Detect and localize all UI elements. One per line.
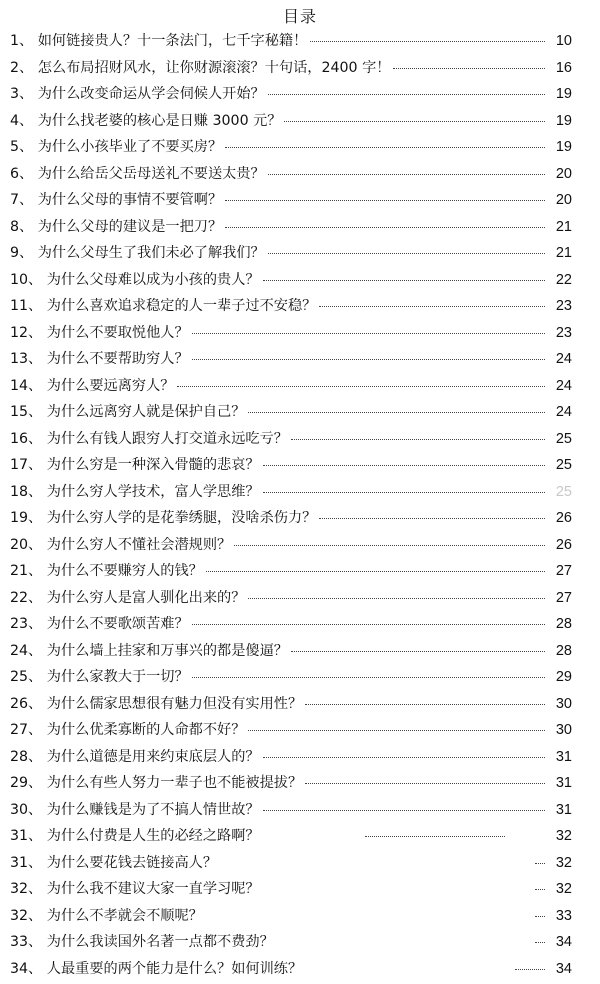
toc-entry-text: 2、 怎么布局招财风水，让你财源滚滚？十句话，2400 字！	[10, 57, 390, 77]
toc-entry[interactable]	[10, 534, 572, 561]
toc-entry[interactable]	[10, 57, 572, 84]
toc-entry-page: 23	[548, 298, 572, 314]
toc-entry[interactable]	[10, 613, 572, 640]
toc-entry-text: 4、 为什么找老婆的核心是日赚 3000 元？	[10, 110, 281, 130]
toc-entry-page: 24	[548, 404, 572, 420]
toc-entry-text: 21、 为什么不要赚穷人的钱？	[10, 560, 203, 580]
toc-dot-leader	[225, 147, 545, 148]
toc-entry-text: 33、 为什么我读国外名著一点都不费劲？	[10, 931, 274, 951]
toc-entry[interactable]	[10, 746, 572, 773]
toc-entry-text: 17、 为什么穷是一种深入骨髓的悲哀？	[10, 454, 260, 474]
toc-dot-leader	[248, 412, 545, 413]
toc-entry-text: 14、 为什么要远离穷人？	[10, 375, 174, 395]
toc-entry-text: 16、 为什么有钱人跟穷人打交道永远吃亏？	[10, 428, 288, 448]
toc-entry-page: 24	[548, 351, 572, 367]
toc-entry[interactable]	[10, 481, 572, 508]
toc-entry-text: 26、 为什么儒家思想很有魅力但没有实用性？	[10, 693, 302, 713]
toc-entry[interactable]	[10, 640, 572, 667]
toc-dot-leader	[263, 757, 545, 758]
toc-entry-page: 16	[548, 60, 572, 76]
toc-entry-page: 19	[548, 86, 572, 102]
toc-entry[interactable]	[10, 83, 572, 110]
toc-dot-leader	[291, 439, 545, 440]
toc-entry-text: 10、 为什么父母难以成为小孩的贵人？	[10, 269, 260, 289]
toc-dot-leader	[263, 492, 545, 493]
toc-entry-text: 32、 为什么不孝就会不顺呢？	[10, 905, 203, 925]
toc-dot-leader	[177, 386, 545, 387]
toc-entry[interactable]	[10, 110, 572, 137]
toc-entry-text: 9、 为什么父母生了我们未必了解我们？	[10, 242, 265, 262]
toc-entry-page: 34	[548, 961, 572, 977]
toc-dot-leader	[192, 333, 545, 334]
toc-dot-leader	[234, 545, 545, 546]
toc-dot-leader	[268, 253, 545, 254]
toc-entry[interactable]	[10, 560, 572, 587]
toc-entry[interactable]	[10, 454, 572, 481]
toc-entry-text: 7、 为什么父母的事情不要管啊？	[10, 189, 222, 209]
toc-entry[interactable]	[10, 163, 572, 190]
toc-entry-page: 31	[548, 802, 572, 818]
toc-entry-page: 32	[548, 881, 572, 897]
toc-entry-page: 26	[548, 537, 572, 553]
toc-entry-page: 27	[548, 563, 572, 579]
toc-entry[interactable]	[10, 428, 572, 455]
toc-entry[interactable]	[10, 322, 572, 349]
toc-list	[10, 30, 572, 984]
toc-entry-text: 15、 为什么远离穷人就是保护自己？	[10, 401, 245, 421]
toc-entry[interactable]	[10, 375, 572, 402]
toc-dot-leader	[225, 227, 545, 228]
toc-dot-leader	[319, 306, 545, 307]
toc-entry[interactable]	[10, 719, 572, 746]
toc-dot-leader	[263, 810, 545, 811]
toc-entry-text: 22、 为什么穷人是富人驯化出来的？	[10, 587, 245, 607]
toc-entry-page: 23	[548, 325, 572, 341]
toc-entry-page: 33	[548, 908, 572, 924]
toc-entry-page: 28	[548, 643, 572, 659]
toc-entry[interactable]	[10, 136, 572, 163]
toc-entry-text: 19、 为什么穷人学的是花拳绣腿，没啥杀伤力？	[10, 507, 316, 527]
toc-entry[interactable]	[10, 269, 572, 296]
toc-dot-leader	[263, 280, 545, 281]
toc-dot-leader	[305, 783, 545, 784]
toc-entry-page: 10	[548, 33, 572, 49]
toc-entry[interactable]	[10, 587, 572, 614]
toc-entry-page: 25	[548, 484, 572, 500]
toc-entry-page: 25	[548, 431, 572, 447]
toc-entry-text: 1、 如何链接贵人？十一条法门，七千字秘籍！	[10, 30, 307, 50]
toc-entry-text: 18、 为什么穷人学技术，富人学思维？	[10, 481, 260, 501]
toc-entry-text: 13、 为什么不要帮助穷人？	[10, 348, 189, 368]
toc-entry-text: 31、 为什么要花钱去链接高人？	[10, 852, 217, 872]
toc-entry-page: 22	[548, 272, 572, 288]
toc-entry[interactable]	[10, 666, 572, 693]
toc-entry-text: 11、 为什么喜欢追求稳定的人一辈子过不安稳？	[10, 295, 316, 315]
toc-dot-leader	[268, 94, 545, 95]
toc-entry-page: 21	[548, 219, 572, 235]
toc-entry[interactable]	[10, 401, 572, 428]
toc-dot-leader	[393, 68, 545, 69]
toc-entry-page: 32	[548, 828, 572, 844]
toc-entry-page: 31	[548, 775, 572, 791]
toc-entry-text: 24、 为什么墙上挂家和万事兴的都是傻逼？	[10, 640, 288, 660]
toc-entry-page: 26	[548, 510, 572, 526]
toc-dot-leader	[192, 677, 545, 678]
toc-dot-leader	[263, 465, 545, 466]
toc-entry-text: 28、 为什么道德是用来约束底层人的？	[10, 746, 260, 766]
toc-entry-text: 20、 为什么穷人不懂社会潜规则？	[10, 534, 231, 554]
toc-entry-text: 6、 为什么给岳父岳母送礼不要送太贵？	[10, 163, 265, 183]
toc-entry[interactable]	[10, 878, 572, 905]
toc-entry[interactable]	[10, 295, 572, 322]
toc-entry-page: 30	[548, 696, 572, 712]
toc-entry[interactable]	[10, 242, 572, 269]
toc-entry-page: 20	[548, 166, 572, 182]
toc-entry-text: 3、 为什么改变命运从学会伺候人开始？	[10, 83, 265, 103]
toc-entry[interactable]	[10, 958, 572, 984]
toc-entry[interactable]	[10, 216, 572, 243]
toc-dot-leader	[305, 704, 545, 705]
toc-dot-leader	[268, 174, 545, 175]
toc-entry[interactable]	[10, 189, 572, 216]
toc-entry-page: 30	[548, 722, 572, 738]
toc-entry-page: 21	[548, 245, 572, 261]
toc-dot-leader	[192, 359, 545, 360]
toc-entry-text: 31、 为什么付费是人生的必经之路啊？	[10, 825, 260, 845]
toc-entry[interactable]	[10, 799, 572, 826]
toc-entry-page: 19	[548, 139, 572, 155]
toc-entry-page: 27	[548, 590, 572, 606]
toc-entry-text: 27、 为什么优柔寡断的人命都不好？	[10, 719, 245, 739]
toc-dot-leader	[192, 624, 545, 625]
toc-entry-text: 30、 为什么赚钱是为了不搞人情世故？	[10, 799, 260, 819]
toc-dot-leader	[284, 121, 545, 122]
toc-title: 目录	[0, 6, 600, 28]
toc-entry-text: 29、 为什么有些人努力一辈子也不能被提拔？	[10, 772, 302, 792]
toc-entry[interactable]	[10, 30, 572, 57]
toc-entry[interactable]	[10, 507, 572, 534]
toc-entry-text: 25、 为什么家教大于一切？	[10, 666, 189, 686]
toc-entry-page: 20	[548, 192, 572, 208]
toc-entry-text: 8、 为什么父母的建议是一把刀？	[10, 216, 222, 236]
toc-dot-leader	[248, 730, 545, 731]
toc-entry-page: 19	[548, 113, 572, 129]
toc-entry[interactable]	[10, 905, 572, 932]
toc-entry[interactable]	[10, 852, 572, 879]
toc-entry-text: 12、 为什么不要取悦他人？	[10, 322, 189, 342]
toc-dot-leader	[206, 571, 545, 572]
toc-dot-leader	[291, 651, 545, 652]
toc-dot-leader	[319, 518, 545, 519]
toc-entry-text: 34、 人最重要的两个能力是什么？如何训练？	[10, 958, 302, 978]
toc-entry[interactable]	[10, 931, 572, 958]
toc-entry[interactable]	[10, 772, 572, 799]
toc-entry-text: 23、 为什么不要歌颂苦难？	[10, 613, 189, 633]
toc-dot-leader	[248, 598, 545, 599]
toc-entry-page: 28	[548, 616, 572, 632]
toc-entry-text: 5、 为什么小孩毕业了不要买房？	[10, 136, 222, 156]
toc-entry-text: 32、 为什么我不建议大家一直学习呢？	[10, 878, 260, 898]
toc-entry[interactable]	[10, 348, 572, 375]
toc-entry-page: 25	[548, 457, 572, 473]
toc-dot-leader	[310, 41, 545, 42]
toc-entry-page: 31	[548, 749, 572, 765]
toc-dot-leader	[225, 200, 545, 201]
toc-entry-page: 24	[548, 378, 572, 394]
toc-entry-page: 34	[548, 934, 572, 950]
toc-entry[interactable]	[10, 825, 572, 852]
toc-entry-page: 32	[548, 855, 572, 871]
toc-entry[interactable]	[10, 693, 572, 720]
toc-entry-page: 29	[548, 669, 572, 685]
